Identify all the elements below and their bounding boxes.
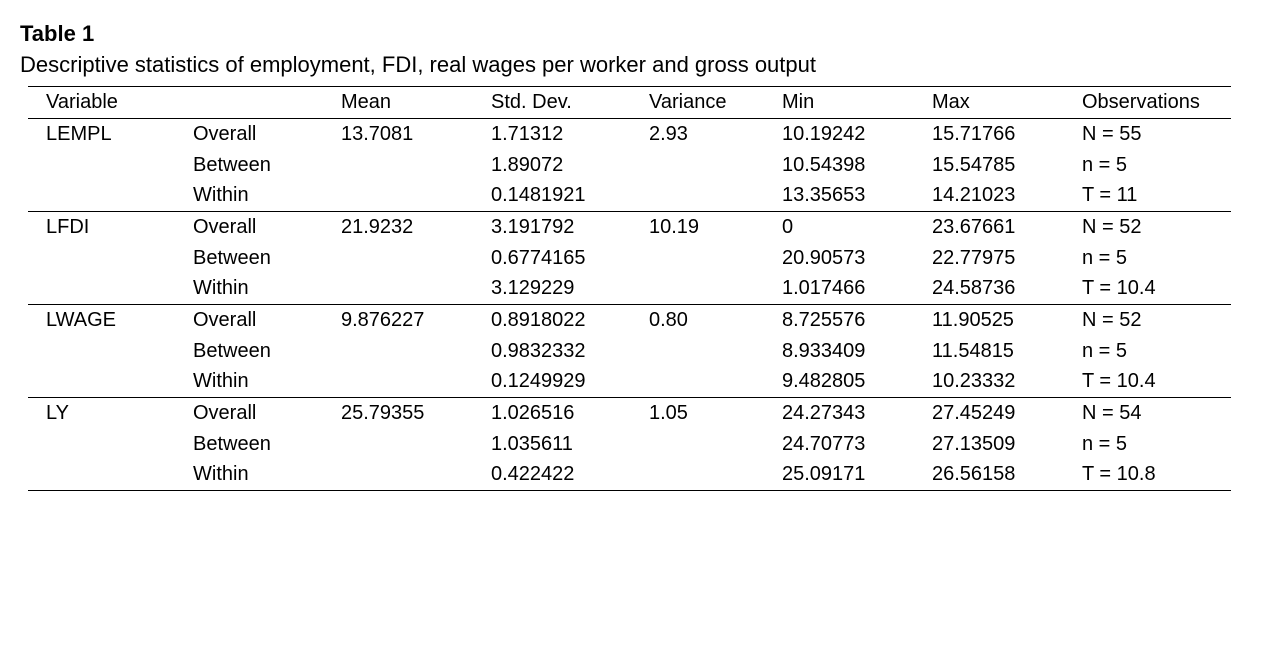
mean-cell <box>323 336 473 367</box>
variance-cell <box>631 460 764 491</box>
observations-cell: T = 11 <box>1064 181 1231 212</box>
table-row <box>28 119 1231 150</box>
variable-name-empty <box>28 429 175 460</box>
std-dev-cell: 0.9832332 <box>491 339 586 362</box>
table-row <box>28 274 1231 305</box>
std-dev-cell: 0.1249929 <box>473 367 631 398</box>
component-cell: Overall <box>193 215 257 238</box>
min-cell: 8.725576 <box>782 308 866 331</box>
component-cell: Within <box>175 460 323 491</box>
component-cell: Between <box>193 339 271 362</box>
component-cell: Between <box>193 153 271 176</box>
table-row <box>28 398 1231 429</box>
component-cell: Within <box>175 274 323 305</box>
table-row <box>28 181 1231 212</box>
observations-cell: n = 5 <box>1082 246 1128 269</box>
component-cell: Between <box>193 432 271 455</box>
min-cell: 10.54398 <box>782 153 866 176</box>
table-caption: Descriptive statistics of employment, FDI, real wages per worker and gross output <box>20 52 816 77</box>
max-cell: 14.21023 <box>914 181 1064 212</box>
max-cell: 15.71766 <box>932 122 1016 145</box>
min-cell: 0 <box>782 215 794 238</box>
mean-cell <box>323 274 473 305</box>
variance-cell: 10.19 <box>649 215 700 238</box>
observations-cell: T = 10.8 <box>1064 460 1231 491</box>
header-variance: Variance <box>631 87 764 119</box>
std-dev-cell: 1.89072 <box>491 153 564 176</box>
variable-name-empty <box>28 274 175 305</box>
max-cell: 15.54785 <box>932 153 1016 176</box>
observations-cell: n = 5 <box>1082 153 1128 176</box>
max-cell: 23.67661 <box>932 215 1016 238</box>
max-cell: 27.45249 <box>932 401 1016 424</box>
std-dev-cell: 0.8918022 <box>491 308 586 331</box>
variable-name-empty <box>28 181 175 212</box>
variance-cell <box>631 243 764 274</box>
min-cell: 24.70773 <box>782 432 866 455</box>
min-cell: 24.27343 <box>782 401 866 424</box>
variable-name-empty <box>28 243 175 274</box>
variance-cell <box>631 367 764 398</box>
variable-name: LFDI <box>46 215 90 238</box>
observations-cell: N = 54 <box>1082 401 1142 424</box>
variable-name: LEMPL <box>46 122 112 145</box>
observations-cell: N = 55 <box>1082 122 1142 145</box>
document <box>20 18 1230 486</box>
component-cell: Overall <box>193 308 257 331</box>
max-cell: 11.90525 <box>932 308 1014 331</box>
mean-cell <box>323 429 473 460</box>
component-cell: Overall <box>193 401 257 424</box>
min-cell: 8.933409 <box>782 339 866 362</box>
std-dev-cell: 0.6774165 <box>491 246 586 269</box>
table-row <box>28 460 1231 491</box>
variable-name-empty <box>28 367 175 398</box>
observations-cell: n = 5 <box>1082 339 1128 362</box>
variance-cell <box>631 336 764 367</box>
header-variable: Variable <box>28 87 175 119</box>
variable-name-empty <box>28 460 175 491</box>
table-row <box>28 243 1231 274</box>
min-cell: 1.017466 <box>764 274 914 305</box>
component-cell: Within <box>175 367 323 398</box>
header-min: Min <box>764 87 914 119</box>
std-dev-cell: 3.129229 <box>473 274 631 305</box>
variable-name: LY <box>46 401 69 424</box>
component-cell: Overall <box>193 122 257 145</box>
min-cell: 20.90573 <box>782 246 866 269</box>
variable-name-empty <box>28 336 175 367</box>
max-cell: 26.56158 <box>914 460 1064 491</box>
std-dev-cell: 1.71312 <box>491 122 564 145</box>
header-max: Max <box>914 87 1064 119</box>
max-cell: 27.13509 <box>932 432 1016 455</box>
variable-group-ly <box>28 398 1231 491</box>
table-row <box>28 429 1231 460</box>
mean-cell <box>323 243 473 274</box>
table-row <box>28 336 1231 367</box>
std-dev-cell: 0.422422 <box>473 460 631 491</box>
std-dev-cell: 3.191792 <box>491 215 575 238</box>
mean-cell <box>323 367 473 398</box>
variable-group-lfdi <box>28 212 1231 305</box>
std-dev-cell: 0.1481921 <box>473 181 631 212</box>
variable-name: LWAGE <box>46 308 117 331</box>
table-row <box>28 367 1231 398</box>
variable-name-empty <box>28 150 175 181</box>
variance-cell <box>631 150 764 181</box>
descriptive-statistics-table <box>28 86 1231 491</box>
variance-cell: 2.93 <box>649 122 688 145</box>
min-cell: 13.35653 <box>764 181 914 212</box>
observations-cell: T = 10.4 <box>1064 274 1231 305</box>
mean-cell: 25.79355 <box>341 401 425 424</box>
observations-cell: N = 52 <box>1082 308 1142 331</box>
observations-cell: N = 52 <box>1082 215 1142 238</box>
mean-cell <box>323 181 473 212</box>
header-std-dev: Std. Dev. <box>473 87 631 119</box>
variance-cell: 1.05 <box>649 401 688 424</box>
header-row <box>28 87 1231 119</box>
header-component <box>175 87 323 119</box>
observations-cell: n = 5 <box>1082 432 1128 455</box>
min-cell: 9.482805 <box>764 367 914 398</box>
header-mean: Mean <box>323 87 473 119</box>
mean-cell <box>323 460 473 491</box>
mean-cell <box>323 150 473 181</box>
component-cell: Within <box>175 181 323 212</box>
max-cell: 22.77975 <box>932 246 1016 269</box>
table-row <box>28 212 1231 243</box>
table-label: Table 1 <box>20 21 95 46</box>
mean-cell: 9.876227 <box>341 308 425 331</box>
variable-group-lempl <box>28 119 1231 212</box>
variance-cell: 0.80 <box>649 308 688 331</box>
header-observations: Observations <box>1064 87 1231 119</box>
mean-cell: 13.7081 <box>341 122 414 145</box>
min-cell: 25.09171 <box>764 460 914 491</box>
std-dev-cell: 1.035611 <box>491 432 573 455</box>
table-row <box>28 305 1231 336</box>
variable-group-lwage <box>28 305 1231 398</box>
max-cell: 11.54815 <box>932 339 1014 362</box>
max-cell: 10.23332 <box>914 367 1064 398</box>
variance-cell <box>631 181 764 212</box>
table-row <box>28 150 1231 181</box>
variance-cell <box>631 429 764 460</box>
min-cell: 10.19242 <box>782 122 866 145</box>
variance-cell <box>631 274 764 305</box>
max-cell: 24.58736 <box>914 274 1064 305</box>
observations-cell: T = 10.4 <box>1064 367 1231 398</box>
mean-cell: 21.9232 <box>341 215 414 238</box>
std-dev-cell: 1.026516 <box>491 401 575 424</box>
component-cell: Between <box>193 246 271 269</box>
